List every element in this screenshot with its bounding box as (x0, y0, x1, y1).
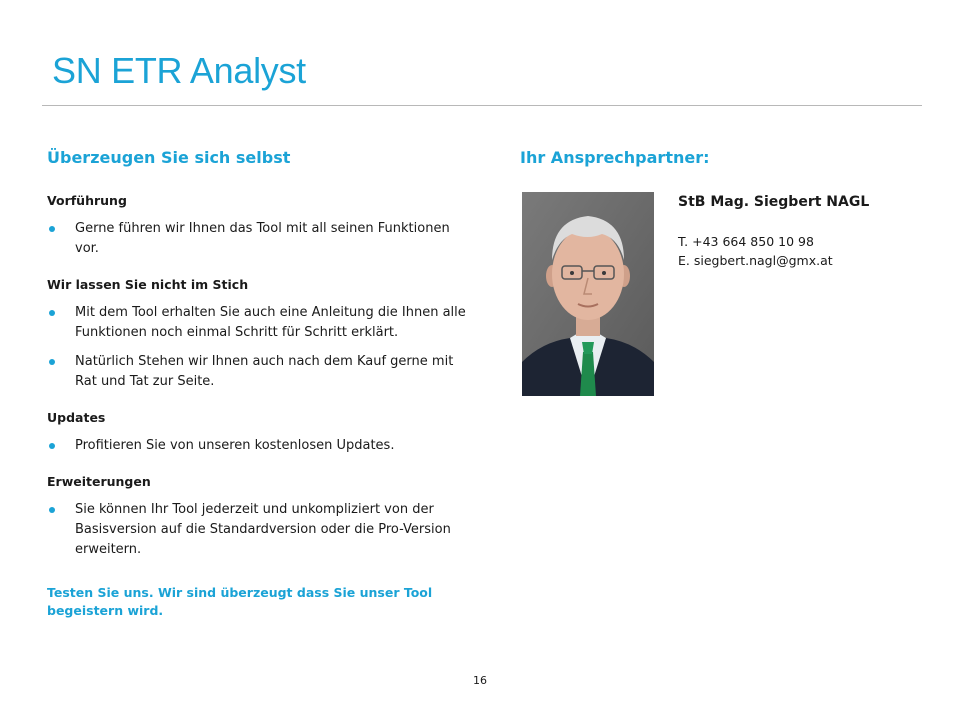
portrait-illustration (522, 192, 654, 396)
page-number: 16 (473, 674, 487, 687)
bullet-dot-icon (49, 443, 55, 449)
bullet-dot-icon (49, 507, 55, 513)
bullet-dot-icon (49, 359, 55, 365)
bullet-item (47, 303, 472, 343)
bullet-item (47, 352, 472, 392)
closing-text: Testen Sie uns. Wir sind überzeugt dass Sie unser Tool begeistern wird. (47, 585, 433, 618)
bullet-item (47, 500, 472, 560)
contact-name: StB Mag. Siegbert NAGL (678, 194, 870, 210)
contact-phone: T. +43 664 850 10 98 (678, 234, 814, 249)
section-heading: Überzeugen Sie sich selbst (47, 148, 291, 167)
bullet-text: Mit dem Tool erhalten Sie auch eine Anleitung die Ihnen alle Funktionen noch einmal Schritt für Schritt erklärt. (75, 305, 466, 340)
title-divider (42, 105, 922, 106)
bullet-item (47, 436, 472, 456)
contact-photo (522, 192, 654, 396)
bullet-text: Natürlich Stehen wir Ihnen auch nach dem Kauf gerne mit Rat und Tat zur Seite. (75, 354, 454, 389)
bullet-item (47, 219, 472, 259)
bullet-text: Sie können Ihr Tool jederzeit und unkompliziert von der Basisversion auf die Standardversion oder die Pro-Version erweitern. (75, 502, 451, 557)
subheading-erweiterungen: Erweiterungen (47, 474, 151, 489)
contact-heading: Ihr Ansprechpartner: (520, 148, 710, 167)
contact-card (678, 194, 869, 270)
slide-title: SN ETR Analyst (52, 50, 306, 91)
bullet-dot-icon (49, 226, 55, 232)
subheading-stich: Wir lassen Sie nicht im Stich (47, 277, 249, 292)
left-column (47, 148, 472, 620)
bullet-text: Profitieren Sie von unseren kostenlosen Updates. (75, 438, 395, 453)
subheading-vorfuehrung: Vorführung (47, 193, 127, 208)
bullet-text: Gerne führen wir Ihnen das Tool mit all seinen Funktionen vor. (75, 221, 450, 256)
subheading-updates: Updates (47, 410, 106, 425)
bullet-dot-icon (49, 310, 55, 316)
contact-email: E. siegbert.nagl@gmx.at (678, 253, 833, 268)
